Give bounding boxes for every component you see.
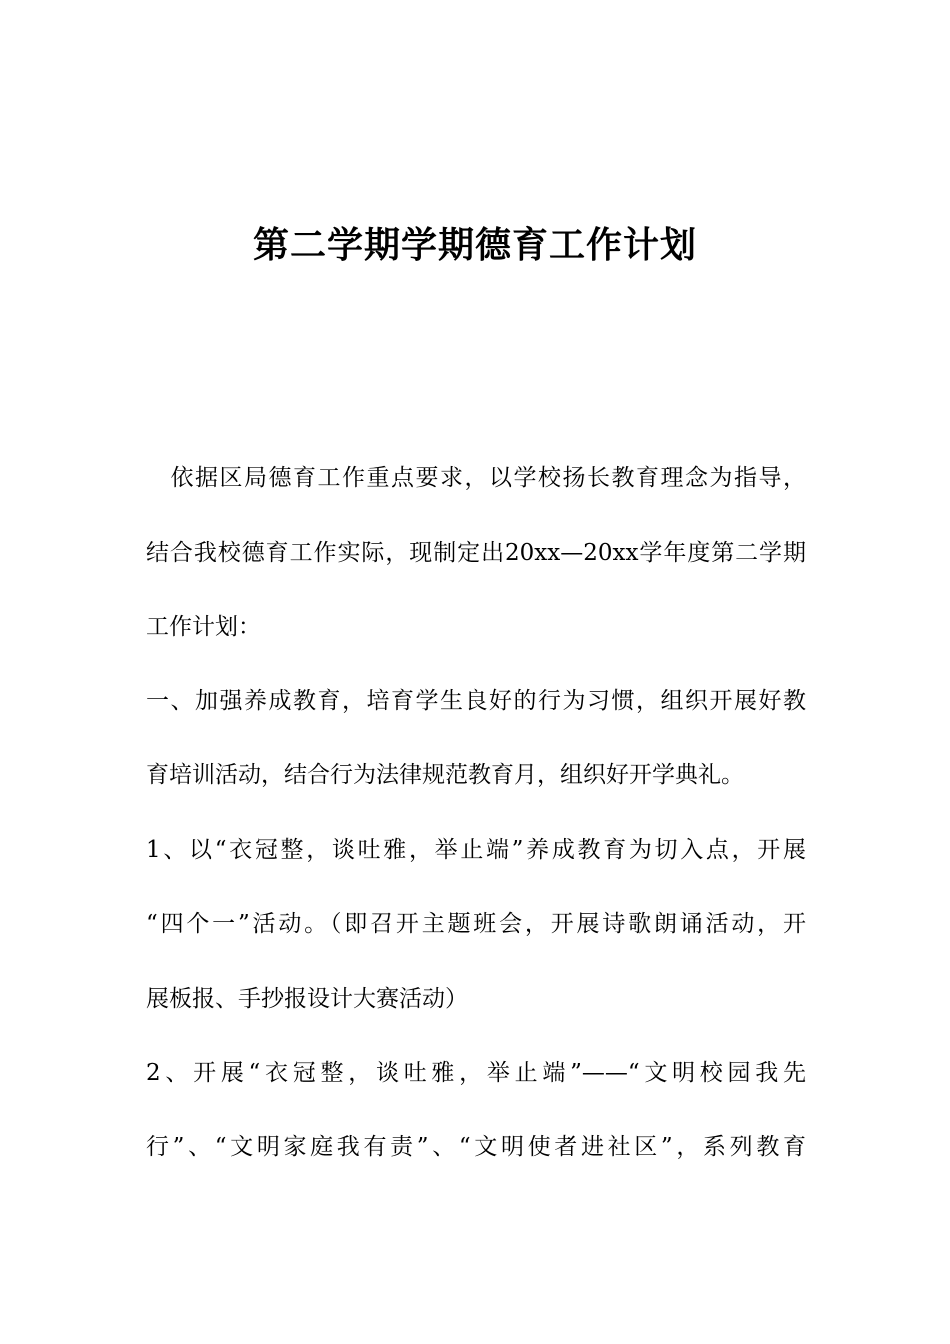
paragraph-line: 行”、“文明家庭我有责”、“文明使者进社区”，系列教育 (146, 1134, 806, 1160)
paragraph-line: 依据区局德育工作重点要求，以学校扬长教育理念为指导， (146, 465, 806, 491)
paragraph-line: 育培训活动，结合行为法律规范教育月，组织好开学典礼。 (146, 762, 744, 788)
document-title: 第二学期学期德育工作计划 (252, 225, 697, 266)
paragraph-line: 一、加强养成教育，培育学生良好的行为习惯，组织开展好教 (146, 688, 806, 714)
paragraph-line: 展板报、手抄报设计大赛活动） (146, 986, 468, 1012)
paragraph-line: 工作计划： (146, 614, 261, 640)
paragraph-line: “四个一”活动。（即召开主题班会，开展诗歌朗诵活动，开 (146, 911, 806, 937)
paragraph-line: 结合我校德育工作实际，现制定出20xx—20xx学年度第二学期 (146, 540, 806, 566)
paragraph-line: 1、以“衣冠整，谈吐雅，举止端”养成教育为切入点，开展 (146, 837, 806, 863)
paragraph-line: 2、开展“衣冠整，谈吐雅，举止端”——“文明校园我先 (146, 1060, 806, 1086)
